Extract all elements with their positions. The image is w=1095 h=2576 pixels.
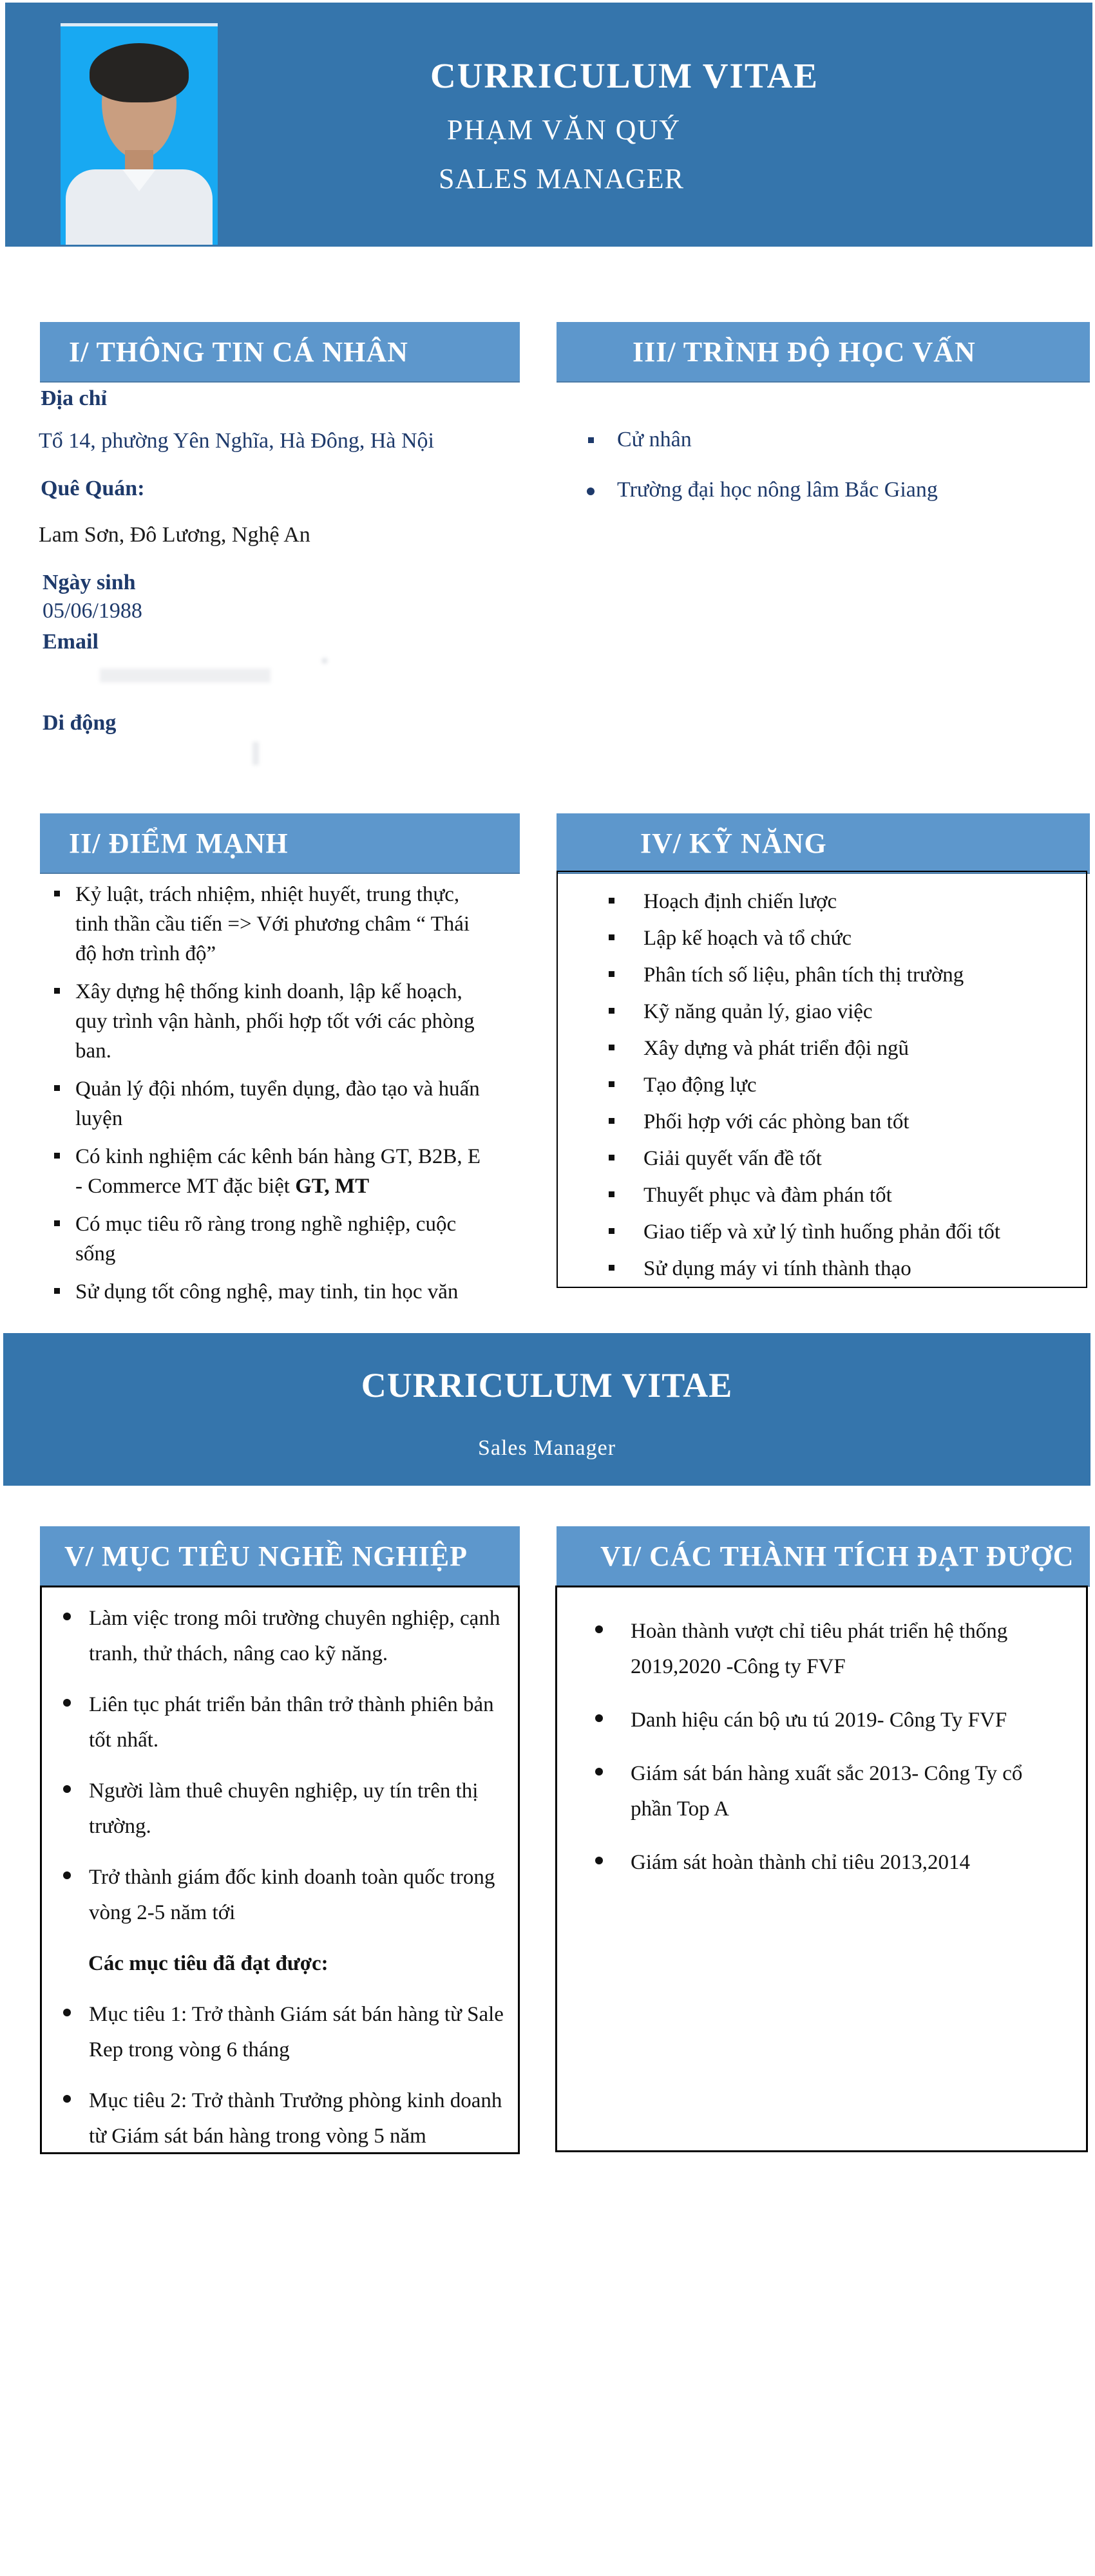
list-item-text: Lập kế hoạch và tổ chức	[643, 927, 852, 950]
round-bullet-icon	[63, 1871, 71, 1879]
field-value-birthdate: 05/06/1988	[43, 599, 142, 623]
list-item-text: Phối hợp với các phòng ban tốt	[643, 1110, 909, 1133]
list-item	[557, 1255, 1072, 1291]
square-bullet-icon	[54, 1288, 60, 1294]
strengths-list	[40, 880, 499, 1315]
section-bar-strengths	[40, 813, 520, 874]
top-banner	[5, 3, 1092, 247]
list-item-text: Giao tiếp và xử lý tình huống phản đối tốt	[643, 1220, 1001, 1244]
section-title-strengths: II/ ĐIỂM MẠNH	[69, 827, 289, 859]
list-item-text: Quản lý đội nhóm, tuyển dụng, đào tạo và huấn luyện	[75, 1077, 480, 1130]
field-label-hometown: Quê Quán:	[41, 477, 145, 500]
round-bullet-icon	[63, 2009, 71, 2016]
round-bullet-icon	[595, 1714, 603, 1722]
list-item-text-normal: Có kinh nghiệm các kênh bán hàng GT, B2B, E - Commerce MT đặc biệt	[75, 1145, 481, 1198]
square-bullet-icon	[609, 1081, 614, 1087]
education-item	[588, 428, 692, 452]
cv-title: CURRICULUM VITAE	[430, 56, 819, 95]
list-item-text: Hoàn thành vượt chỉ tiêu phát triển hệ thống 2019,2020 -Công ty FVF	[631, 1620, 1008, 1678]
list-item	[557, 1034, 1072, 1071]
list-item	[557, 998, 1072, 1034]
list-item-text: Có mục tiêu rõ ràng trong nghề nghiệp, cuộc sống	[75, 1213, 457, 1265]
list-item-text: Trở thành giám đốc kinh doanh toàn quốc trong vòng 2-5 năm tới	[89, 1866, 495, 1924]
list-item	[557, 1071, 1072, 1108]
section-bar-personal	[40, 322, 520, 383]
list-item-text	[75, 1142, 491, 1201]
list-item-text: Mục tiêu 1: Trở thành Giám sát bán hàng từ Sale Rep trong vòng 6 tháng	[89, 2003, 504, 2061]
square-bullet-icon	[609, 1045, 614, 1050]
square-bullet-icon	[588, 437, 594, 443]
list-item	[557, 961, 1072, 998]
list-item	[40, 1774, 517, 1844]
square-bullet-icon	[609, 1118, 614, 1124]
list-item-text-bold: GT, MT	[295, 1175, 370, 1198]
list-item	[40, 2083, 517, 2154]
list-item	[40, 1687, 517, 1758]
list-item	[557, 1108, 1072, 1144]
square-bullet-icon	[609, 1265, 614, 1271]
list-item-text: Kỷ luật, trách nhiệm, nhiệt huyết, trung thực, tinh thần cầu tiến => Với phương châm “ Thái độ hơn trình độ”	[75, 883, 470, 965]
square-bullet-icon	[54, 891, 60, 896]
list-item-text: Người làm thuê chuyên nghiệp, uy tín trên thị trường.	[89, 1779, 479, 1838]
photo-hair	[90, 43, 189, 102]
list-item	[40, 977, 499, 1066]
square-bullet-icon	[54, 1085, 60, 1091]
list-item	[555, 1703, 1083, 1738]
square-bullet-icon	[54, 1153, 60, 1159]
square-bullet-icon	[54, 1220, 60, 1226]
education-item-text: Cử nhân	[617, 428, 692, 451]
list-item	[555, 1756, 1083, 1827]
list-item-text: Mục tiêu 2: Trở thành Trưởng phòng kinh doanh từ Giám sát bán hàng trong vòng 5 năm	[89, 2089, 502, 2148]
profile-photo	[61, 23, 218, 245]
section-bar-skills	[557, 813, 1090, 874]
round-bullet-icon	[595, 1768, 603, 1776]
list-item-text: Thuyết phục và đàm phán tốt	[643, 1184, 892, 1207]
list-item-text: Kỹ năng quản lý, giao việc	[643, 1000, 873, 1023]
list-item-text: Tạo động lực	[643, 1074, 757, 1097]
field-value-address: Tổ 14, phường Yên Nghĩa, Hà Đông, Hà Nội	[39, 429, 434, 453]
list-item	[557, 924, 1072, 961]
list-item	[555, 1845, 1083, 1880]
round-bullet-icon	[595, 1625, 603, 1633]
round-bullet-icon	[63, 1613, 71, 1620]
round-bullet-icon	[595, 1857, 603, 1864]
redacted-email-value	[100, 668, 271, 683]
list-item-text: Liên tục phát triển bản thân trở thành phiên bản tốt nhất.	[89, 1693, 494, 1752]
round-bullet-icon	[63, 2095, 71, 2103]
achieved-goals-heading: Các mục tiêu đã đạt được:	[88, 1952, 328, 1975]
square-bullet-icon	[609, 934, 614, 940]
list-item	[40, 880, 499, 969]
list-item	[40, 1209, 499, 1269]
list-item-text: Sử dụng máy vi tính thành thạo	[643, 1257, 911, 1280]
redacted-email-dot	[322, 658, 327, 663]
list-item	[40, 1277, 499, 1307]
square-bullet-icon	[609, 1191, 614, 1197]
list-item	[557, 1144, 1072, 1181]
section-bar-objectives	[40, 1526, 520, 1587]
list-item-text: Giải quyết vấn đề tốt	[643, 1147, 822, 1170]
list-item	[40, 1074, 499, 1133]
mid-banner-title: CURRICULUM VITAE	[361, 1366, 733, 1405]
list-item-text: Hoạch định chiến lược	[643, 890, 837, 913]
section-title-skills: IV/ KỸ NĂNG	[640, 827, 827, 859]
list-item-text: Giám sát bán hàng xuất sắc 2013- Công Ty cổ phần Top A	[631, 1762, 1023, 1821]
education-item	[587, 478, 938, 502]
redacted-phone-value	[252, 742, 259, 765]
section-title-objectives: V/ MỤC TIÊU NGHỀ NGHIỆP	[64, 1540, 468, 1572]
list-item-text: Xây dựng và phát triển đội ngũ	[643, 1037, 909, 1060]
square-bullet-icon	[609, 1228, 614, 1234]
field-label-mobile: Di động	[43, 711, 117, 735]
section-bar-education	[557, 322, 1090, 383]
list-item	[40, 1997, 517, 2068]
field-label-email: Email	[43, 630, 99, 654]
person-role: SALES MANAGER	[439, 163, 684, 194]
list-item-text: Phân tích số liệu, phân tích thị trường	[643, 963, 964, 987]
field-label-birthdate: Ngày sinh	[43, 571, 136, 594]
education-item-text: Trường đại học nông lâm Bắc Giang	[617, 478, 938, 502]
section-title-personal: I/ THÔNG TIN CÁ NHÂN	[69, 336, 408, 368]
section-title-achievements: VI/ CÁC THÀNH TÍCH ĐẠT ĐƯỢC	[600, 1540, 1074, 1572]
list-item	[557, 1218, 1072, 1255]
person-name: PHẠM VĂN QUÝ	[447, 114, 681, 146]
list-item	[40, 1601, 517, 1672]
list-item-text: Danh hiệu cán bộ ưu tú 2019- Công Ty FVF	[631, 1709, 1007, 1732]
list-item-text: Sử dụng tốt công nghệ, may tinh, tin học văn	[75, 1280, 459, 1303]
square-bullet-icon	[54, 988, 60, 994]
field-label-address: Địa chỉ	[41, 386, 107, 410]
objectives-list	[40, 1601, 517, 2170]
field-value-hometown: Lam Sơn, Đô Lương, Nghệ An	[39, 523, 310, 547]
square-bullet-icon	[609, 898, 614, 904]
list-item	[557, 887, 1072, 924]
round-bullet-icon	[63, 1785, 71, 1793]
list-item-text: Xây dựng hệ thống kinh doanh, lập kế hoạch, quy trình vận hành, phối hợp tốt với các phòng ban.	[75, 980, 475, 1063]
list-item	[40, 1860, 517, 1931]
list-item	[557, 1181, 1072, 1218]
square-bullet-icon	[609, 1008, 614, 1014]
square-bullet-icon	[609, 1155, 614, 1160]
mid-banner-subtitle: Sales Manager	[477, 1436, 616, 1460]
section-bar-achievements	[557, 1526, 1090, 1587]
list-item	[40, 1142, 499, 1201]
mid-banner	[3, 1333, 1090, 1486]
achievements-list	[555, 1614, 1083, 1899]
skills-list	[557, 887, 1072, 1291]
list-item-text: Làm việc trong môi trường chuyên nghiệp, cạnh tranh, thử thách, nâng cao kỹ năng.	[89, 1607, 500, 1665]
square-bullet-icon	[609, 971, 614, 977]
list-item	[555, 1614, 1083, 1685]
section-title-education: III/ TRÌNH ĐỘ HỌC VẤN	[633, 336, 976, 368]
list-item-text: Giám sát hoàn thành chỉ tiêu 2013,2014	[631, 1851, 970, 1874]
round-bullet-icon	[587, 488, 595, 495]
round-bullet-icon	[63, 1699, 71, 1707]
